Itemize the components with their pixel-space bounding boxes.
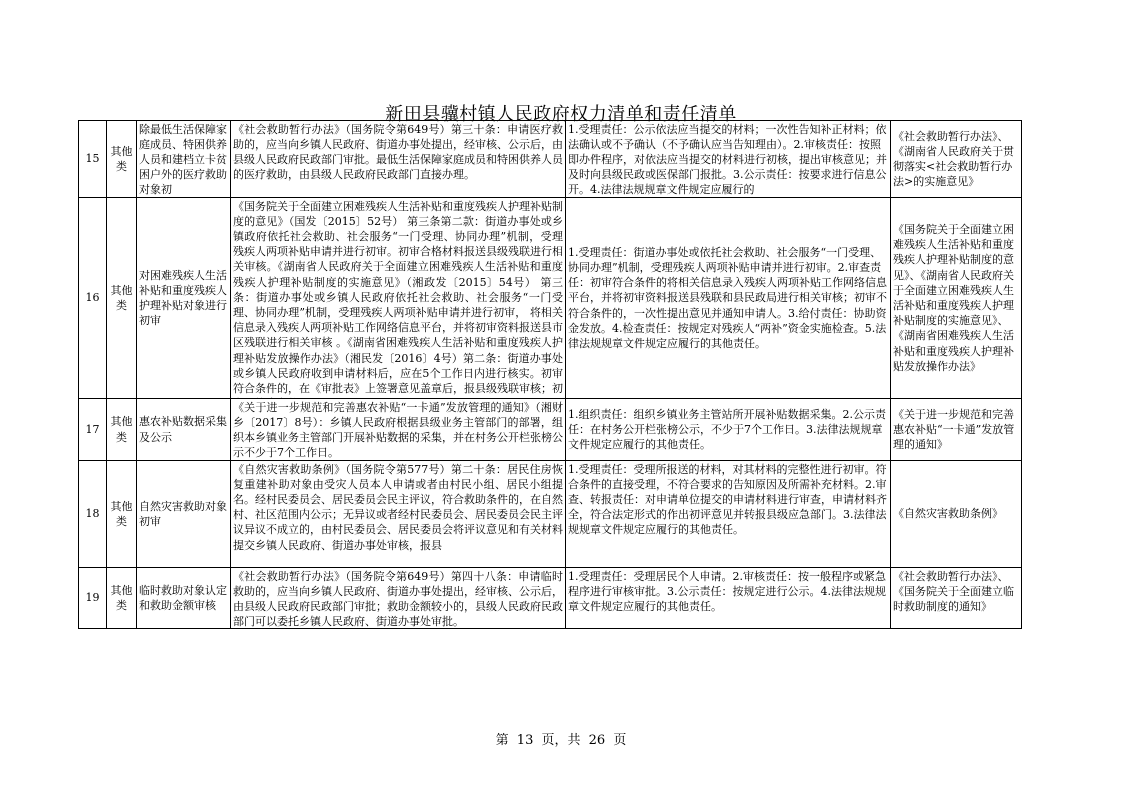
row-basis <box>231 399 566 461</box>
row-category: 其他类 <box>107 461 137 568</box>
footer-mid: 页，共 <box>541 733 581 748</box>
remarks-text: 《社会救助暂行办法》、《国务院关于全面建立临时救助制度的通知》 <box>893 569 1014 613</box>
row-basis <box>231 121 566 198</box>
row-remarks <box>891 198 1022 399</box>
row-remarks <box>891 399 1022 461</box>
document-title: 新田县骥村镇人民政府权力清单和责任清单 <box>385 104 737 125</box>
footer-prefix: 第 <box>495 733 509 748</box>
table-row <box>79 121 1022 198</box>
row-category: 其他类 <box>107 198 137 399</box>
row-responsibility <box>566 568 891 629</box>
row-power-name <box>137 461 231 568</box>
power-name-text: 自然灾害救助对象初审 <box>139 499 227 528</box>
current-page-number: 13 <box>516 733 534 748</box>
row-number: 18 <box>79 461 107 568</box>
remarks-text: 《社会救助暂行办法》、《湖南省人民政府关于贯彻落实<社会救助暂行办法>的实施意见》 <box>893 129 1014 189</box>
power-name-text: 除最低生活保障家庭成员、特困供养人员和建档立卡贫困户外的医疗救助对象初 <box>139 122 227 197</box>
basis-text: 《关于进一步规范和完善惠农补贴“一卡通”发放管理的通知》（湘财乡〔2017〕8号）：乡镇人民政府根据县级业务主管部门的部署，组织本乡镇业务主管部门开展补贴数据的采集，并在村务公开栏张榜公示不少于7个工作日。 <box>233 400 563 460</box>
row-category: 其他类 <box>107 121 137 198</box>
row-responsibility <box>566 399 891 461</box>
responsibility-text: 1.受理责任：受理居民个人申请。2.审核责任：按一般程序或紧急程序进行审核审批。3.公示责任：按规定进行公示。4.法律法规规章文件规定应履行的其他责任。 <box>568 569 886 613</box>
row-number: 16 <box>79 198 107 399</box>
row-remarks <box>891 568 1022 629</box>
total-page-count: 26 <box>588 733 606 748</box>
row-power-name <box>137 399 231 461</box>
table-row <box>79 461 1022 568</box>
row-basis <box>231 198 566 399</box>
row-category: 其他类 <box>107 399 137 461</box>
page-footer <box>0 729 1122 748</box>
table-row <box>79 198 1022 399</box>
remarks-text: 《自然灾害救助条例》 <box>893 507 1003 521</box>
remarks-text: 《关于进一步规范和完善惠农补贴“一卡通”发放管理的通知》 <box>893 407 1015 452</box>
row-responsibility <box>566 461 891 568</box>
row-remarks <box>891 121 1022 198</box>
responsibility-text: 1.受理责任：受理所报送的材料，对其材料的完整性进行初审。符合条件的直接受理，不符合要求的告知原因及所需补充材料。2.审查、转报责任：对申请单位提交的申请材料进行审查，申请材料齐全，符合法定形式的作出初评意见并转报县级应急部门。3.法律法规规章文件规定应履行的其他责任。 <box>568 462 887 537</box>
row-basis <box>231 461 566 568</box>
row-number: 17 <box>79 399 107 461</box>
row-basis <box>231 568 566 629</box>
basis-text: 《社会救助暂行办法》（国务院令第649号）第四十八条：申请临时救助的，应当向乡镇人民政府、街道办事处提出，经审核、公示后，由县级人民政府民政部门审批；救助金额较小的，县级人民政府民政部门可以委托乡镇人民政府、街道办事处审批。 <box>233 569 563 628</box>
footer-suffix: 页 <box>613 733 627 748</box>
power-name-text: 临时救助对象认定和救助金额审核 <box>139 583 227 612</box>
row-number: 15 <box>79 121 107 198</box>
row-responsibility <box>566 121 891 198</box>
row-responsibility <box>566 198 891 399</box>
responsibility-text: 1.受理责任：街道办事处或依托社会救助、社会服务“一门受理、协同办理”机制，受理残疾人两项补贴申请并进行初审。2.审查责任：初审符合条件的将相关信息录入残疾人两项补贴工作网络信息平台，并将初审资料报送县残联和县民政局进行相关审核；初审不符合条件的，一次性提出意见并通知申请人。3.给付责任：协助资金发放。4.检查责任：按规定对残疾人“两补”资金实施检查。5.法律法规规章文件规定应履行的其他责任。 <box>568 245 887 350</box>
power-list-table <box>78 120 1022 629</box>
row-power-name <box>137 568 231 629</box>
responsibility-text: 1.受理责任：公示依法应当提交的材料；一次性告知补正材料；依法确认或不予确认（不予确认应当告知理由）。2.审核责任：按照即办件程序，对依法应当提交的材料进行初核，提出审核意见；并及时向县级民政或医保部门报批。3.公示责任：按要求进行信息公开。4.法律法规规章文件规定应履行的 <box>568 122 887 197</box>
responsibility-text: 1.组织责任：组织乡镇业务主管站所开展补贴数据采集。2.公示责任：在村务公开栏张榜公示，不少于7个工作日。3.法律法规规章文件规定应履行的其他责任。 <box>568 407 886 452</box>
basis-text: 《国务院关于全面建立困难残疾人生活补贴和重度残疾人护理补贴制度的意见》（国发〔2015〕52号） 第三条第二款：街道办事处或乡镇政府依托社会救助、社会服务“一门受理、协同办理”机制，受理残疾人两项补贴申请并进行初审。初审合格材料报送县级残联进行相关审核。《湖南省人民政府关于全面建立困难残疾人生活补贴和重度残疾人护理补贴制度的实施意见》（湘政发〔2015〕54号） 第三条：街道办事处或乡镇人民政府依托社会救助、社会服务“一门受理、协同办理”机制，受理残疾人两项补贴申请并进行初审， 将相关信息录入残疾人两项补贴工作网络信息平台，并将初审资料报送县市区残联进行相关审核 。《湖南省困难残疾人生活补贴和重度残疾人护理补贴发放操作办法》（湘民发〔2016〕4号）第二条：街道办事处或乡镇人民政府收到申请材料后，应在5个工作日内进行核实。初审符合条件的，在《审批表》上签署意见盖章后，报县级残联审核；初 <box>233 199 563 395</box>
table-row <box>79 399 1022 461</box>
power-name-text: 惠农补贴数据采集及公示 <box>139 415 227 444</box>
row-remarks <box>891 461 1022 568</box>
table-row <box>79 568 1022 629</box>
row-power-name <box>137 121 231 198</box>
row-category: 其他类 <box>107 568 137 629</box>
power-name-text: 对困难残疾人生活补贴和重度残疾人护理补贴对象进行初审 <box>139 268 227 328</box>
basis-text: 《自然灾害救助条例》（国务院令第577号）第二十条：居民住房恢复重建补助对象由受灾人员本人申请或者由村民小组、居民小组提名。经村民委员会、居民委员会民主评议，符合救助条件的，在自然村、社区范围内公示；无异议或者经村民委员会、居民委员会民主评议异议不成立的，由村民委员会、居民委员会将评议意见和有关材料提交乡镇人民政府、街道办事处审核，报县 <box>233 462 563 552</box>
row-number: 19 <box>79 568 107 629</box>
remarks-text: 《国务院关于全面建立困难残疾人生活补贴和重度残疾人护理补贴制度的意见》、《湖南省人民政府关于全面建立困难残疾人生活补贴和重度残疾人护理补贴制度的实施意见》、《湖南省困难残疾人生活补贴和重度残疾人护理补贴发放操作办法》 <box>893 222 1014 373</box>
row-power-name <box>137 198 231 399</box>
basis-text: 《社会救助暂行办法》（国务院令第649号）第三十条：申请医疗救助的，应当向乡镇人民政府、街道办事处提出，经审核、公示后，由县级人民政府民政部门审批。最低生活保障家庭成员和特困供养人员的医疗救助，由县级人民政府民政部门直接办理。 <box>233 122 563 182</box>
